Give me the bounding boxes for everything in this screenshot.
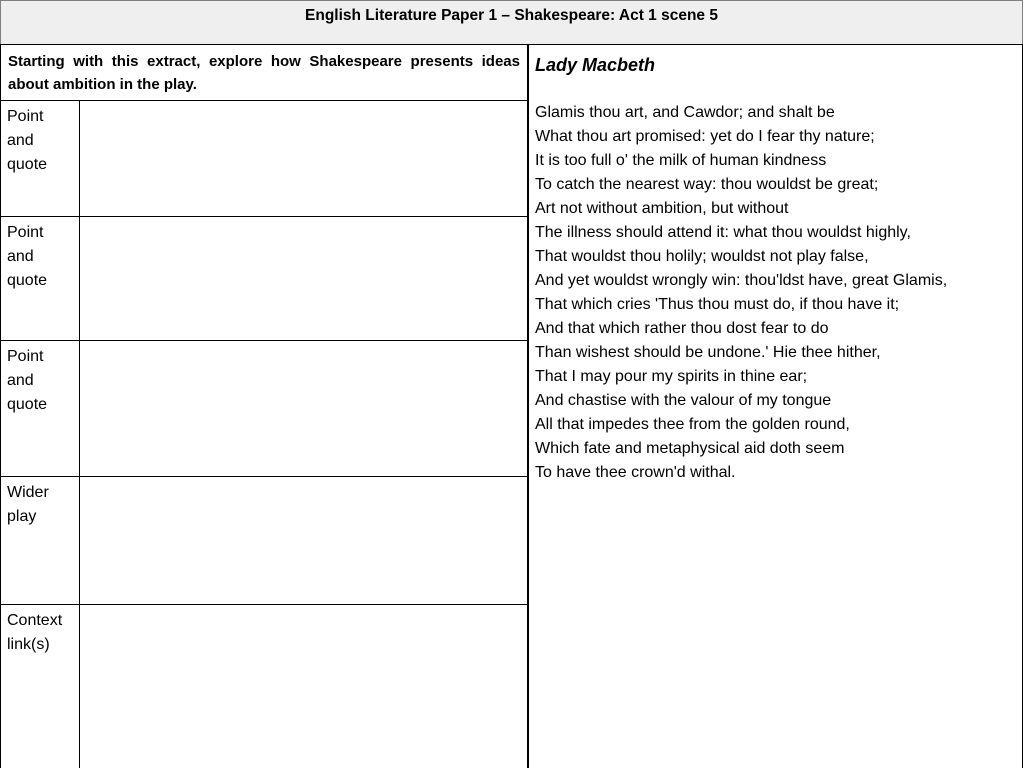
extract-line: The illness should attend it: what thou wouldst highly,: [535, 224, 911, 241]
worksheet-header: [0, 0, 1023, 45]
row-label: Point and quote: [1, 217, 80, 340]
row-label: Context link(s): [1, 605, 80, 768]
row-label: Point and quote: [1, 341, 80, 476]
response-row-point-1: [0, 101, 529, 217]
extract-line: All that impedes thee from the golden round,: [535, 416, 850, 433]
task-prompt: Starting with this extract, explore how Shakespeare presents ideas about ambition in the play.: [0, 44, 529, 101]
extract-line: That which cries 'Thus thou must do, if thou have it;: [535, 296, 900, 313]
extract-line: And that which rather thou dost fear to do: [535, 320, 829, 337]
answer-cell[interactable]: [80, 341, 527, 476]
extract-line: Art not without ambition, but without: [535, 200, 789, 217]
answer-cell[interactable]: [80, 477, 527, 604]
extract-line: That I may pour my spirits in thine ear;: [535, 368, 808, 385]
response-row-point-3: [0, 341, 529, 477]
extract-line: What thou art promised: yet do I fear thy nature;: [535, 128, 875, 145]
page-title: English Literature Paper 1 – Shakespeare: Act 1 scene 5: [305, 7, 718, 24]
response-row-context: [0, 605, 529, 768]
extract-line: And yet wouldst wrongly win: thou'ldst have, great Glamis,: [535, 272, 948, 289]
answer-cell[interactable]: [80, 605, 527, 768]
response-row-wider-play: [0, 477, 529, 605]
answer-cell[interactable]: [80, 217, 527, 340]
extract-panel: [529, 44, 1023, 768]
extract-line: That wouldst thou holily; wouldst not play false,: [535, 248, 869, 265]
row-label: Point and quote: [1, 101, 80, 216]
extract-line: Which fate and metaphysical aid doth seem: [535, 440, 845, 457]
extract-line: It is too full o' the milk of human kindness: [535, 152, 827, 169]
extract-line: To have thee crown'd withal.: [535, 464, 736, 481]
speaker-name: Lady Macbeth: [535, 55, 656, 75]
extract-line: Than wishest should be undone.' Hie thee hither,: [535, 344, 881, 361]
response-column: [0, 44, 529, 768]
row-label: Wider play: [1, 477, 80, 604]
response-row-point-2: [0, 217, 529, 341]
extract-line: And chastise with the valour of my tongue: [535, 392, 832, 409]
extract-line: Glamis thou art, and Cawdor; and shalt be: [535, 104, 835, 121]
answer-cell[interactable]: [80, 101, 527, 216]
extract-line: To catch the nearest way: thou wouldst be great;: [535, 176, 879, 193]
